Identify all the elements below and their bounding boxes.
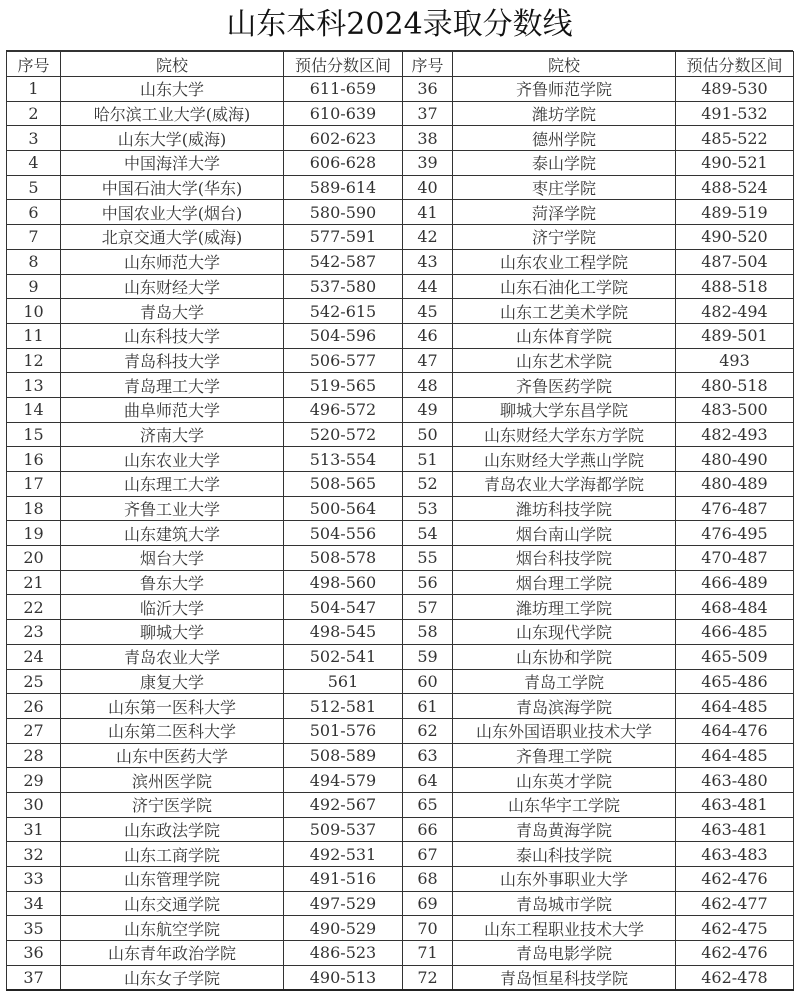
cell-school: 山东政法学院 xyxy=(61,817,284,842)
header-index: 序号 xyxy=(7,52,61,77)
cell-index: 1 xyxy=(7,77,61,102)
cell-school: 山东第二医科大学 xyxy=(61,718,284,743)
cell-school: 山东大学(威海) xyxy=(61,126,284,151)
cell-school: 山东女子学院 xyxy=(61,965,284,990)
cell-score-range: 480-490 xyxy=(676,447,794,472)
cell-school: 山东工商学院 xyxy=(61,842,284,867)
cell-index: 33 xyxy=(7,867,61,892)
cell-score-range: 589-614 xyxy=(284,175,403,200)
cell-school: 山东科技大学 xyxy=(61,323,284,348)
table-row xyxy=(7,792,794,817)
cell-score-range: 488-518 xyxy=(676,274,794,299)
cell-index: 47 xyxy=(403,348,453,373)
cell-index: 56 xyxy=(403,570,453,595)
table-row xyxy=(7,669,794,694)
cell-score-range: 489-530 xyxy=(676,77,794,102)
header-school: 院校 xyxy=(61,52,284,77)
cell-school: 曲阜师范大学 xyxy=(61,397,284,422)
cell-score-range: 464-485 xyxy=(676,743,794,768)
cell-score-range: 491-532 xyxy=(676,101,794,126)
table-row xyxy=(7,422,794,447)
cell-index: 40 xyxy=(403,175,453,200)
cell-score-range: 482-494 xyxy=(676,299,794,324)
cell-score-range: 513-554 xyxy=(284,447,403,472)
cell-school: 山东财经大学东方学院 xyxy=(453,422,676,447)
cell-score-range: 465-486 xyxy=(676,669,794,694)
table-row xyxy=(7,620,794,645)
cell-score-range: 468-484 xyxy=(676,595,794,620)
cell-score-range: 476-487 xyxy=(676,496,794,521)
cell-school: 康复大学 xyxy=(61,669,284,694)
cell-index: 62 xyxy=(403,718,453,743)
cell-index: 66 xyxy=(403,817,453,842)
cell-score-range: 491-516 xyxy=(284,867,403,892)
cell-score-range: 498-545 xyxy=(284,620,403,645)
cell-score-range: 483-500 xyxy=(676,397,794,422)
table-row xyxy=(7,274,794,299)
table-row xyxy=(7,891,794,916)
header-index: 序号 xyxy=(403,52,453,77)
cell-score-range: 463-483 xyxy=(676,842,794,867)
table-row xyxy=(7,299,794,324)
cell-score-range: 537-580 xyxy=(284,274,403,299)
cell-school: 山东师范大学 xyxy=(61,249,284,274)
cell-school: 青岛恒星科技学院 xyxy=(453,965,676,990)
cell-index: 34 xyxy=(7,891,61,916)
cell-school: 山东外国语职业技术大学 xyxy=(453,718,676,743)
cell-score-range: 519-565 xyxy=(284,373,403,398)
cell-index: 52 xyxy=(403,472,453,497)
cell-score-range: 487-504 xyxy=(676,249,794,274)
table-row xyxy=(7,867,794,892)
cell-index: 16 xyxy=(7,447,61,472)
cell-index: 49 xyxy=(403,397,453,422)
cell-index: 60 xyxy=(403,669,453,694)
cell-index: 29 xyxy=(7,768,61,793)
cell-score-range: 492-567 xyxy=(284,792,403,817)
cell-school: 山东工艺美术学院 xyxy=(453,299,676,324)
header-score-range: 预估分数区间 xyxy=(676,52,794,77)
cell-school: 青岛科技大学 xyxy=(61,348,284,373)
cell-score-range: 462-476 xyxy=(676,941,794,966)
cell-school: 临沂大学 xyxy=(61,595,284,620)
cell-school: 烟台理工学院 xyxy=(453,570,676,595)
cell-score-range: 508-589 xyxy=(284,743,403,768)
cell-school: 北京交通大学(威海) xyxy=(61,225,284,250)
cell-score-range: 580-590 xyxy=(284,200,403,225)
cell-school: 山东大学 xyxy=(61,77,284,102)
cell-index: 19 xyxy=(7,521,61,546)
cell-school: 中国石油大学(华东) xyxy=(61,175,284,200)
cell-index: 51 xyxy=(403,447,453,472)
cell-score-range: 494-579 xyxy=(284,768,403,793)
table-row xyxy=(7,595,794,620)
cell-school: 鲁东大学 xyxy=(61,570,284,595)
cell-index: 69 xyxy=(403,891,453,916)
cell-score-range: 498-560 xyxy=(284,570,403,595)
table-row xyxy=(7,200,794,225)
table-row xyxy=(7,323,794,348)
cell-school: 山东英才学院 xyxy=(453,768,676,793)
cell-score-range: 464-476 xyxy=(676,718,794,743)
cell-index: 5 xyxy=(7,175,61,200)
cell-school: 山东理工大学 xyxy=(61,472,284,497)
cell-school: 山东协和学院 xyxy=(453,644,676,669)
table-row xyxy=(7,743,794,768)
cell-school: 潍坊科技学院 xyxy=(453,496,676,521)
table-row xyxy=(7,151,794,176)
table-row xyxy=(7,496,794,521)
cell-index: 59 xyxy=(403,644,453,669)
cell-school: 中国农业大学(烟台) xyxy=(61,200,284,225)
cell-index: 64 xyxy=(403,768,453,793)
cell-index: 27 xyxy=(7,718,61,743)
cell-index: 45 xyxy=(403,299,453,324)
cell-school: 青岛滨海学院 xyxy=(453,694,676,719)
cell-index: 24 xyxy=(7,644,61,669)
cell-school: 青岛农业大学海都学院 xyxy=(453,472,676,497)
cell-school: 山东外事职业大学 xyxy=(453,867,676,892)
cell-index: 57 xyxy=(403,595,453,620)
table-row xyxy=(7,916,794,941)
cell-school: 烟台科技学院 xyxy=(453,546,676,571)
cell-index: 17 xyxy=(7,472,61,497)
cell-index: 14 xyxy=(7,397,61,422)
cell-index: 10 xyxy=(7,299,61,324)
table-row xyxy=(7,768,794,793)
cell-score-range: 482-493 xyxy=(676,422,794,447)
cell-score-range: 486-523 xyxy=(284,941,403,966)
cell-score-range: 464-485 xyxy=(676,694,794,719)
table-row xyxy=(7,941,794,966)
cell-school: 烟台南山学院 xyxy=(453,521,676,546)
cell-index: 31 xyxy=(7,817,61,842)
cell-school: 济宁医学院 xyxy=(61,792,284,817)
cell-index: 11 xyxy=(7,323,61,348)
cell-school: 聊城大学东昌学院 xyxy=(453,397,676,422)
table-row xyxy=(7,397,794,422)
cell-score-range: 497-529 xyxy=(284,891,403,916)
cell-score-range: 561 xyxy=(284,669,403,694)
table-row xyxy=(7,570,794,595)
cell-school: 山东管理学院 xyxy=(61,867,284,892)
cell-index: 36 xyxy=(7,941,61,966)
cell-score-range: 509-537 xyxy=(284,817,403,842)
cell-index: 3 xyxy=(7,126,61,151)
admission-score-table xyxy=(6,51,794,991)
cell-school: 齐鲁工业大学 xyxy=(61,496,284,521)
cell-school: 济南大学 xyxy=(61,422,284,447)
cell-index: 23 xyxy=(7,620,61,645)
header-score-range: 预估分数区间 xyxy=(284,52,403,77)
cell-score-range: 502-541 xyxy=(284,644,403,669)
cell-index: 28 xyxy=(7,743,61,768)
table-row xyxy=(7,101,794,126)
cell-index: 32 xyxy=(7,842,61,867)
cell-score-range: 610-639 xyxy=(284,101,403,126)
cell-index: 37 xyxy=(403,101,453,126)
cell-index: 13 xyxy=(7,373,61,398)
cell-index: 61 xyxy=(403,694,453,719)
cell-score-range: 470-487 xyxy=(676,546,794,571)
cell-school: 烟台大学 xyxy=(61,546,284,571)
cell-school: 菏泽学院 xyxy=(453,200,676,225)
cell-index: 72 xyxy=(403,965,453,990)
cell-school: 济宁学院 xyxy=(453,225,676,250)
cell-score-range: 463-481 xyxy=(676,817,794,842)
cell-score-range: 488-524 xyxy=(676,175,794,200)
cell-school: 山东航空学院 xyxy=(61,916,284,941)
table-header-row xyxy=(7,52,794,77)
cell-index: 36 xyxy=(403,77,453,102)
cell-index: 68 xyxy=(403,867,453,892)
table-row xyxy=(7,521,794,546)
cell-index: 7 xyxy=(7,225,61,250)
cell-school: 德州学院 xyxy=(453,126,676,151)
cell-school: 枣庄学院 xyxy=(453,175,676,200)
cell-score-range: 489-519 xyxy=(676,200,794,225)
cell-score-range: 492-531 xyxy=(284,842,403,867)
cell-index: 50 xyxy=(403,422,453,447)
cell-school: 山东体育学院 xyxy=(453,323,676,348)
cell-score-range: 490-513 xyxy=(284,965,403,990)
cell-index: 46 xyxy=(403,323,453,348)
cell-score-range: 466-489 xyxy=(676,570,794,595)
cell-score-range: 501-576 xyxy=(284,718,403,743)
cell-index: 2 xyxy=(7,101,61,126)
cell-school: 青岛农业大学 xyxy=(61,644,284,669)
cell-index: 71 xyxy=(403,941,453,966)
cell-school: 山东建筑大学 xyxy=(61,521,284,546)
cell-score-range: 508-565 xyxy=(284,472,403,497)
cell-index: 37 xyxy=(7,965,61,990)
cell-score-range: 490-529 xyxy=(284,916,403,941)
cell-score-range: 504-547 xyxy=(284,595,403,620)
cell-school: 中国海洋大学 xyxy=(61,151,284,176)
cell-index: 41 xyxy=(403,200,453,225)
cell-index: 38 xyxy=(403,126,453,151)
cell-score-range: 485-522 xyxy=(676,126,794,151)
cell-index: 20 xyxy=(7,546,61,571)
cell-index: 22 xyxy=(7,595,61,620)
cell-score-range: 500-564 xyxy=(284,496,403,521)
cell-index: 30 xyxy=(7,792,61,817)
cell-index: 6 xyxy=(7,200,61,225)
cell-score-range: 466-485 xyxy=(676,620,794,645)
cell-index: 53 xyxy=(403,496,453,521)
cell-score-range: 476-495 xyxy=(676,521,794,546)
cell-index: 54 xyxy=(403,521,453,546)
cell-score-range: 480-489 xyxy=(676,472,794,497)
cell-index: 18 xyxy=(7,496,61,521)
cell-index: 9 xyxy=(7,274,61,299)
table-row xyxy=(7,546,794,571)
cell-index: 43 xyxy=(403,249,453,274)
cell-school: 哈尔滨工业大学(威海) xyxy=(61,101,284,126)
cell-school: 聊城大学 xyxy=(61,620,284,645)
cell-school: 泰山学院 xyxy=(453,151,676,176)
cell-index: 70 xyxy=(403,916,453,941)
cell-score-range: 496-572 xyxy=(284,397,403,422)
table-row xyxy=(7,817,794,842)
cell-school: 潍坊学院 xyxy=(453,101,676,126)
table-row xyxy=(7,348,794,373)
cell-score-range: 480-518 xyxy=(676,373,794,398)
cell-score-range: 512-581 xyxy=(284,694,403,719)
cell-school: 潍坊理工学院 xyxy=(453,595,676,620)
cell-index: 48 xyxy=(403,373,453,398)
page-title: 山东本科2024录取分数线 xyxy=(6,0,793,51)
cell-school: 山东交通学院 xyxy=(61,891,284,916)
cell-score-range: 490-521 xyxy=(676,151,794,176)
cell-index: 26 xyxy=(7,694,61,719)
table-row xyxy=(7,694,794,719)
table-row xyxy=(7,126,794,151)
table-row xyxy=(7,249,794,274)
table-row xyxy=(7,472,794,497)
cell-school: 泰山科技学院 xyxy=(453,842,676,867)
cell-school: 山东财经大学燕山学院 xyxy=(453,447,676,472)
cell-score-range: 506-577 xyxy=(284,348,403,373)
table-row xyxy=(7,718,794,743)
table-row xyxy=(7,447,794,472)
cell-score-range: 508-578 xyxy=(284,546,403,571)
table-row xyxy=(7,175,794,200)
cell-index: 44 xyxy=(403,274,453,299)
cell-score-range: 542-587 xyxy=(284,249,403,274)
cell-index: 8 xyxy=(7,249,61,274)
cell-score-range: 462-476 xyxy=(676,867,794,892)
cell-score-range: 577-591 xyxy=(284,225,403,250)
cell-score-range: 606-628 xyxy=(284,151,403,176)
cell-index: 55 xyxy=(403,546,453,571)
cell-index: 39 xyxy=(403,151,453,176)
cell-school: 山东青年政治学院 xyxy=(61,941,284,966)
table-row xyxy=(7,644,794,669)
cell-school: 滨州医学院 xyxy=(61,768,284,793)
cell-score-range: 462-475 xyxy=(676,916,794,941)
cell-index: 42 xyxy=(403,225,453,250)
cell-score-range: 611-659 xyxy=(284,77,403,102)
cell-school: 山东第一医科大学 xyxy=(61,694,284,719)
cell-school: 齐鲁师范学院 xyxy=(453,77,676,102)
cell-school: 山东现代学院 xyxy=(453,620,676,645)
cell-school: 青岛理工大学 xyxy=(61,373,284,398)
cell-index: 65 xyxy=(403,792,453,817)
cell-school: 山东石油化工学院 xyxy=(453,274,676,299)
cell-school: 青岛大学 xyxy=(61,299,284,324)
table-row xyxy=(7,77,794,102)
cell-index: 21 xyxy=(7,570,61,595)
cell-school: 山东农业工程学院 xyxy=(453,249,676,274)
cell-score-range: 504-556 xyxy=(284,521,403,546)
cell-score-range: 465-509 xyxy=(676,644,794,669)
cell-school: 青岛黄海学院 xyxy=(453,817,676,842)
cell-score-range: 602-623 xyxy=(284,126,403,151)
header-school: 院校 xyxy=(453,52,676,77)
cell-score-range: 493 xyxy=(676,348,794,373)
cell-index: 63 xyxy=(403,743,453,768)
table-row xyxy=(7,373,794,398)
cell-score-range: 490-520 xyxy=(676,225,794,250)
cell-school: 山东工程职业技术大学 xyxy=(453,916,676,941)
cell-score-range: 520-572 xyxy=(284,422,403,447)
cell-school: 齐鲁理工学院 xyxy=(453,743,676,768)
cell-score-range: 504-596 xyxy=(284,323,403,348)
cell-school: 青岛城市学院 xyxy=(453,891,676,916)
cell-score-range: 542-615 xyxy=(284,299,403,324)
cell-score-range: 463-481 xyxy=(676,792,794,817)
cell-index: 67 xyxy=(403,842,453,867)
cell-index: 25 xyxy=(7,669,61,694)
cell-score-range: 462-478 xyxy=(676,965,794,990)
cell-school: 齐鲁医药学院 xyxy=(453,373,676,398)
cell-school: 青岛电影学院 xyxy=(453,941,676,966)
cell-school: 山东艺术学院 xyxy=(453,348,676,373)
cell-score-range: 462-477 xyxy=(676,891,794,916)
cell-school: 山东中医药大学 xyxy=(61,743,284,768)
table-row xyxy=(7,965,794,990)
cell-school: 山东农业大学 xyxy=(61,447,284,472)
table-row xyxy=(7,842,794,867)
cell-index: 4 xyxy=(7,151,61,176)
table-row xyxy=(7,225,794,250)
cell-score-range: 489-501 xyxy=(676,323,794,348)
cell-school: 青岛工学院 xyxy=(453,669,676,694)
cell-school: 山东华宇工学院 xyxy=(453,792,676,817)
cell-score-range: 463-480 xyxy=(676,768,794,793)
cell-index: 58 xyxy=(403,620,453,645)
cell-school: 山东财经大学 xyxy=(61,274,284,299)
cell-index: 35 xyxy=(7,916,61,941)
cell-index: 12 xyxy=(7,348,61,373)
cell-index: 15 xyxy=(7,422,61,447)
